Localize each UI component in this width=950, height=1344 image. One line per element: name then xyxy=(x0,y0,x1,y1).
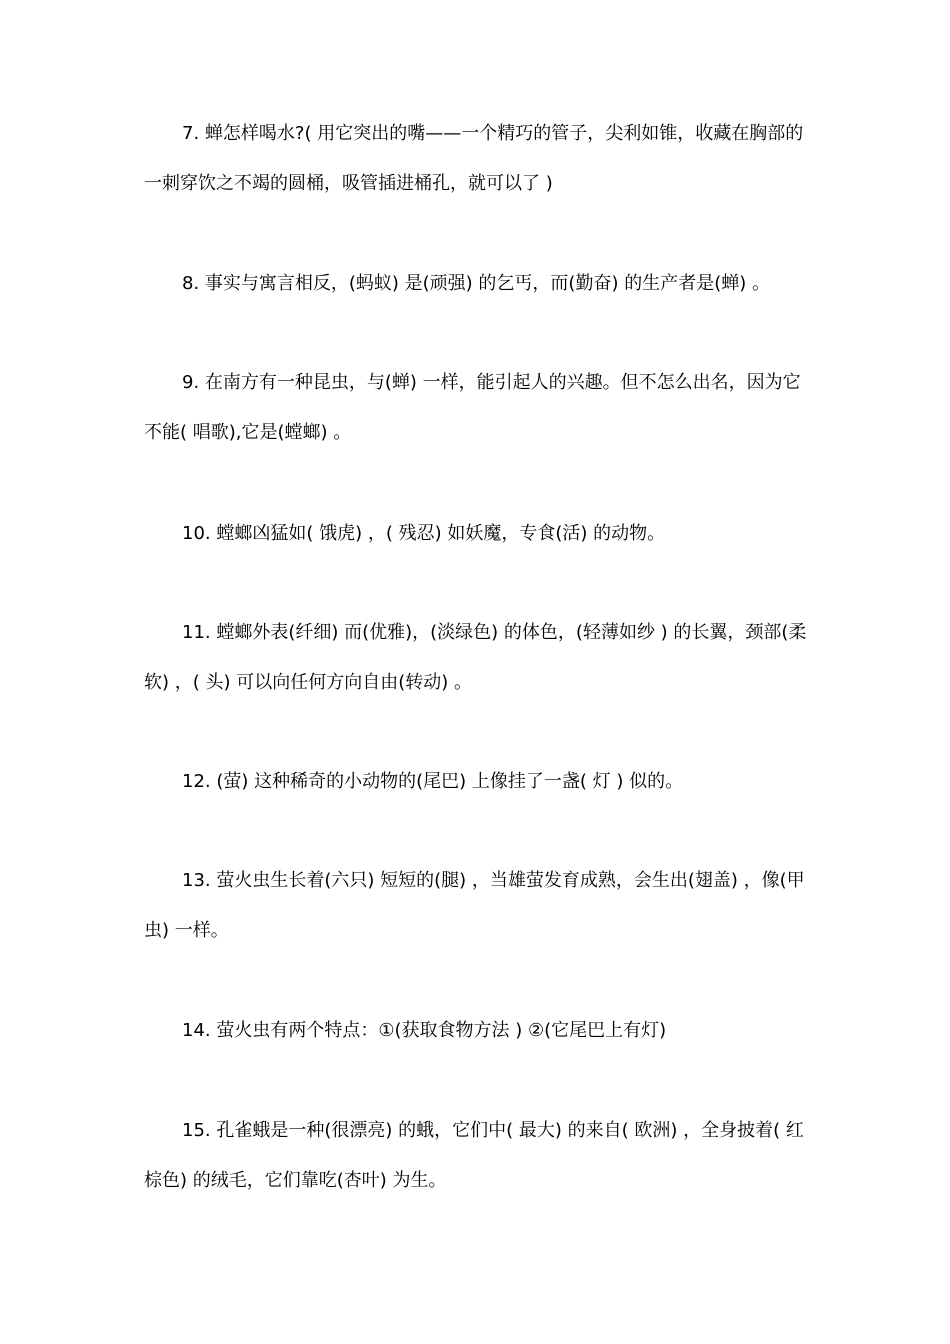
question-8: 8. 事实与寓言相反，(蚂蚁) 是(顽强) 的乞丐，而(勤奋) 的生产者是(蝉) 。 xyxy=(182,273,770,294)
question-10: 10. 螳螂凶猛如( 饿虎) ，( 残忍) 如妖魔，专食(活) 的动物。 xyxy=(182,523,666,544)
question-12: 12. (萤) 这种稀奇的小动物的(尾巴) 上像挂了一盏( 灯 ) 似的。 xyxy=(182,771,684,792)
question-11: 11. 螳螂外表(纤细) 而(优雅)，(淡绿色) 的体色，(轻薄如纱 ) 的长翼，颈部(柔软) ，( 头) 可以向任何方向自由(转动) 。 xyxy=(144,622,807,693)
question-9: 9. 在南方有一种昆虫，与(蝉) 一样，能引起人的兴趣。但不怎么出名，因为它不能( 唱歌),它是(螳螂) 。 xyxy=(144,372,801,443)
question-14: 14. 萤火虫有两个特点：①(获取食物方法 ) ②(它尾巴上有灯) xyxy=(182,1020,667,1041)
question-15: 15. 孔雀蛾是一种(很漂亮) 的蛾，它们中( 最大) 的来自( 欧洲) ，全身披着( 红棕色) 的绒毛，它们靠吃(杏叶) 为生。 xyxy=(144,1120,804,1191)
question-13: 13. 萤火虫生长着(六只) 短短的(腿) ，当雄萤发育成熟，会生出(翅盖) ，像(甲虫) 一样。 xyxy=(144,870,805,941)
question-7: 7. 蝉怎样喝水?( 用它突出的嘴——一个精巧的管子，尖利如锥，收藏在胸部的一刺穿饮之不竭的圆桶，吸管插进桶孔，就可以了 ) xyxy=(144,123,804,194)
